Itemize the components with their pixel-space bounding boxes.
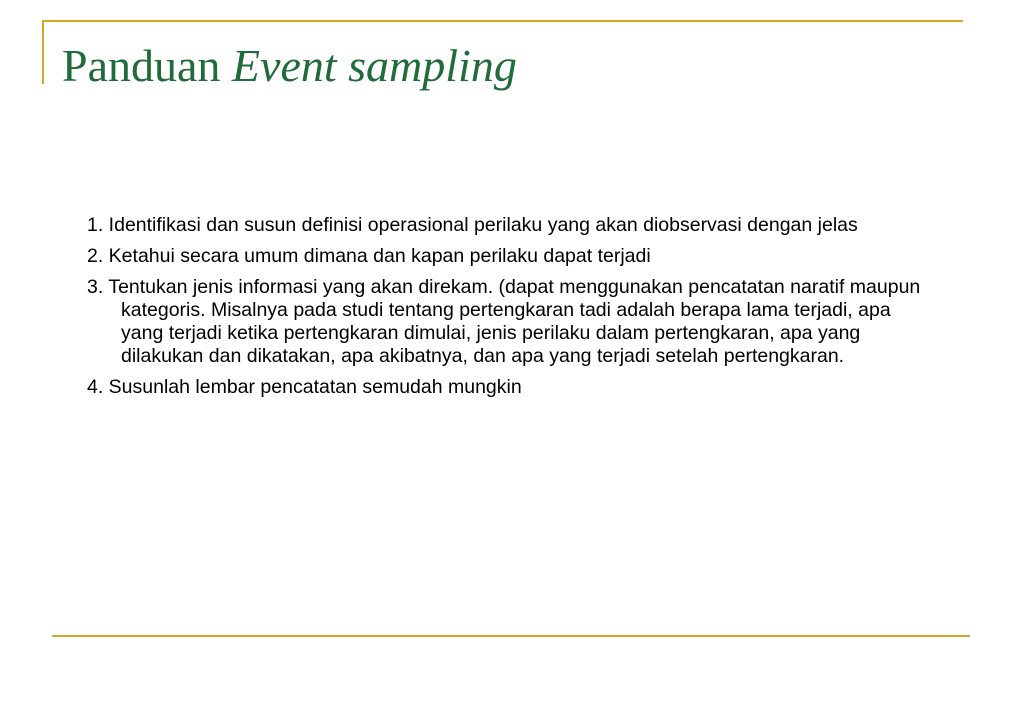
top-rule (42, 20, 963, 22)
list-item: 2. Ketahui secara umum dimana dan kapan perilaku dapat terjadi (87, 245, 651, 267)
title-italic: Event sampling (231, 40, 517, 91)
guide-list (87, 214, 937, 407)
list-item: 4. Susunlah lembar pencatatan semudah mungkin (87, 376, 522, 398)
title-plain: Panduan (62, 40, 232, 91)
bottom-rule (52, 635, 970, 637)
slide-title (62, 38, 517, 94)
list-item: 3. Tentukan jenis informasi yang akan direkam. (dapat menggunakan pencatatan naratif maupun kategoris. Misalnya pada studi tentang pertengkaran tadi adalah berapa lama terjadi, apa yang terjadi ketika pertengkaran dimulai, jenis perilaku dalam pertengkaran, apa yang dilakukan dan dikatakan, apa akibatnya, dan apa yang terjadi setelah pertengkaran. (87, 276, 921, 367)
left-rule (42, 20, 44, 84)
list-item: 1. Identifikasi dan susun definisi operasional perilaku yang akan diobservasi dengan jelas (87, 214, 858, 236)
